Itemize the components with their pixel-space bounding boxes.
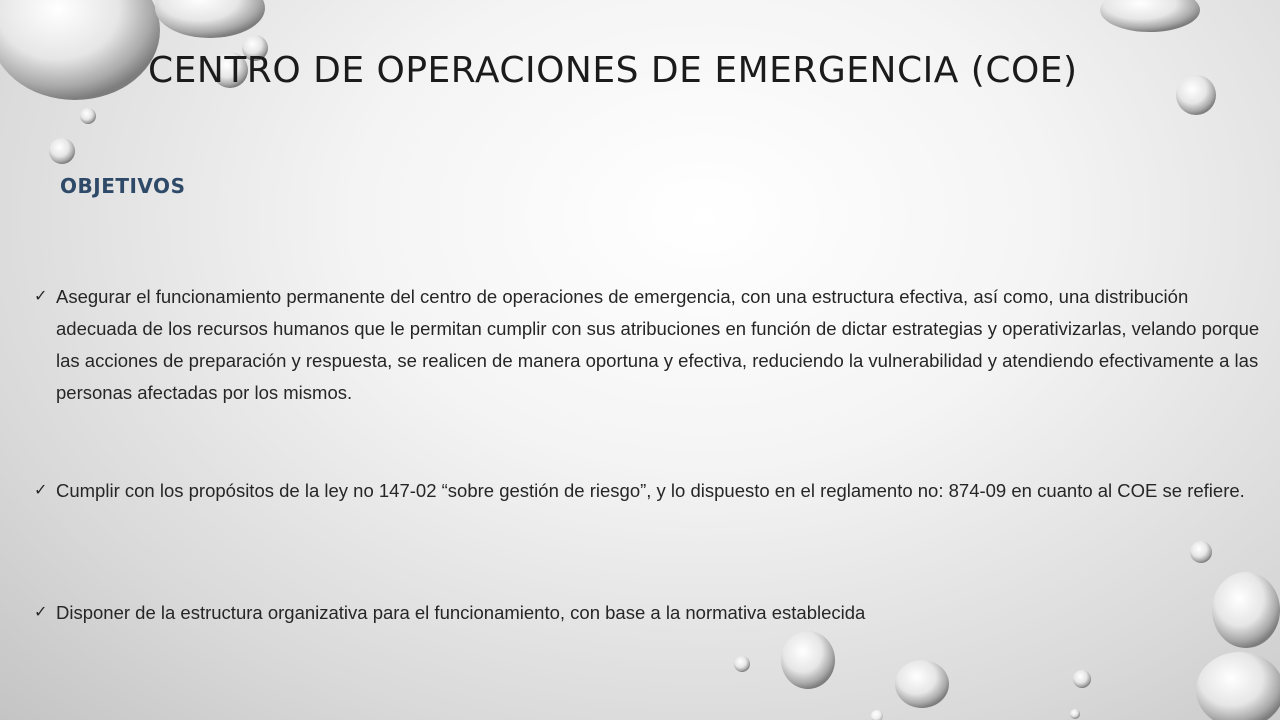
checkmark-icon: ✓ — [34, 604, 48, 621]
bullet-text: Asegurar el funcionamiento permanente del centro de operaciones de emergencia, con una estructura efectiva, así como, una distribución adecuada de los recursos humanos que le permitan cumplir con sus atribuciones en función de dictar estrategias y operativizarlas, velando porque las acciones de preparación y respuesta, se realicen de manera oportuna y efectiva, reduciendo la vulnerabilidad y atendiendo efectivamente a las personas afectadas por los mismos. — [56, 286, 1260, 403]
section-heading: OBJETIVOS — [60, 174, 186, 198]
list-item — [34, 475, 1264, 507]
bullet-text: Cumplir con los propósitos de la ley no 147-02 “sobre gestión de riesgo”, y lo dispuesto en el reglamento no: 874-09 en cuanto al COE se refiere. — [56, 480, 1245, 501]
list-item — [34, 281, 1264, 409]
list-item — [34, 597, 1264, 629]
slide-title: CENTRO DE OPERACIONES DE EMERGENCIA (COE) — [148, 50, 1078, 91]
checkmark-icon: ✓ — [34, 288, 48, 305]
checkmark-icon: ✓ — [34, 482, 48, 499]
bullet-text: Disponer de la estructura organizativa para el funcionamiento, con base a la normativa establecida — [56, 602, 866, 623]
